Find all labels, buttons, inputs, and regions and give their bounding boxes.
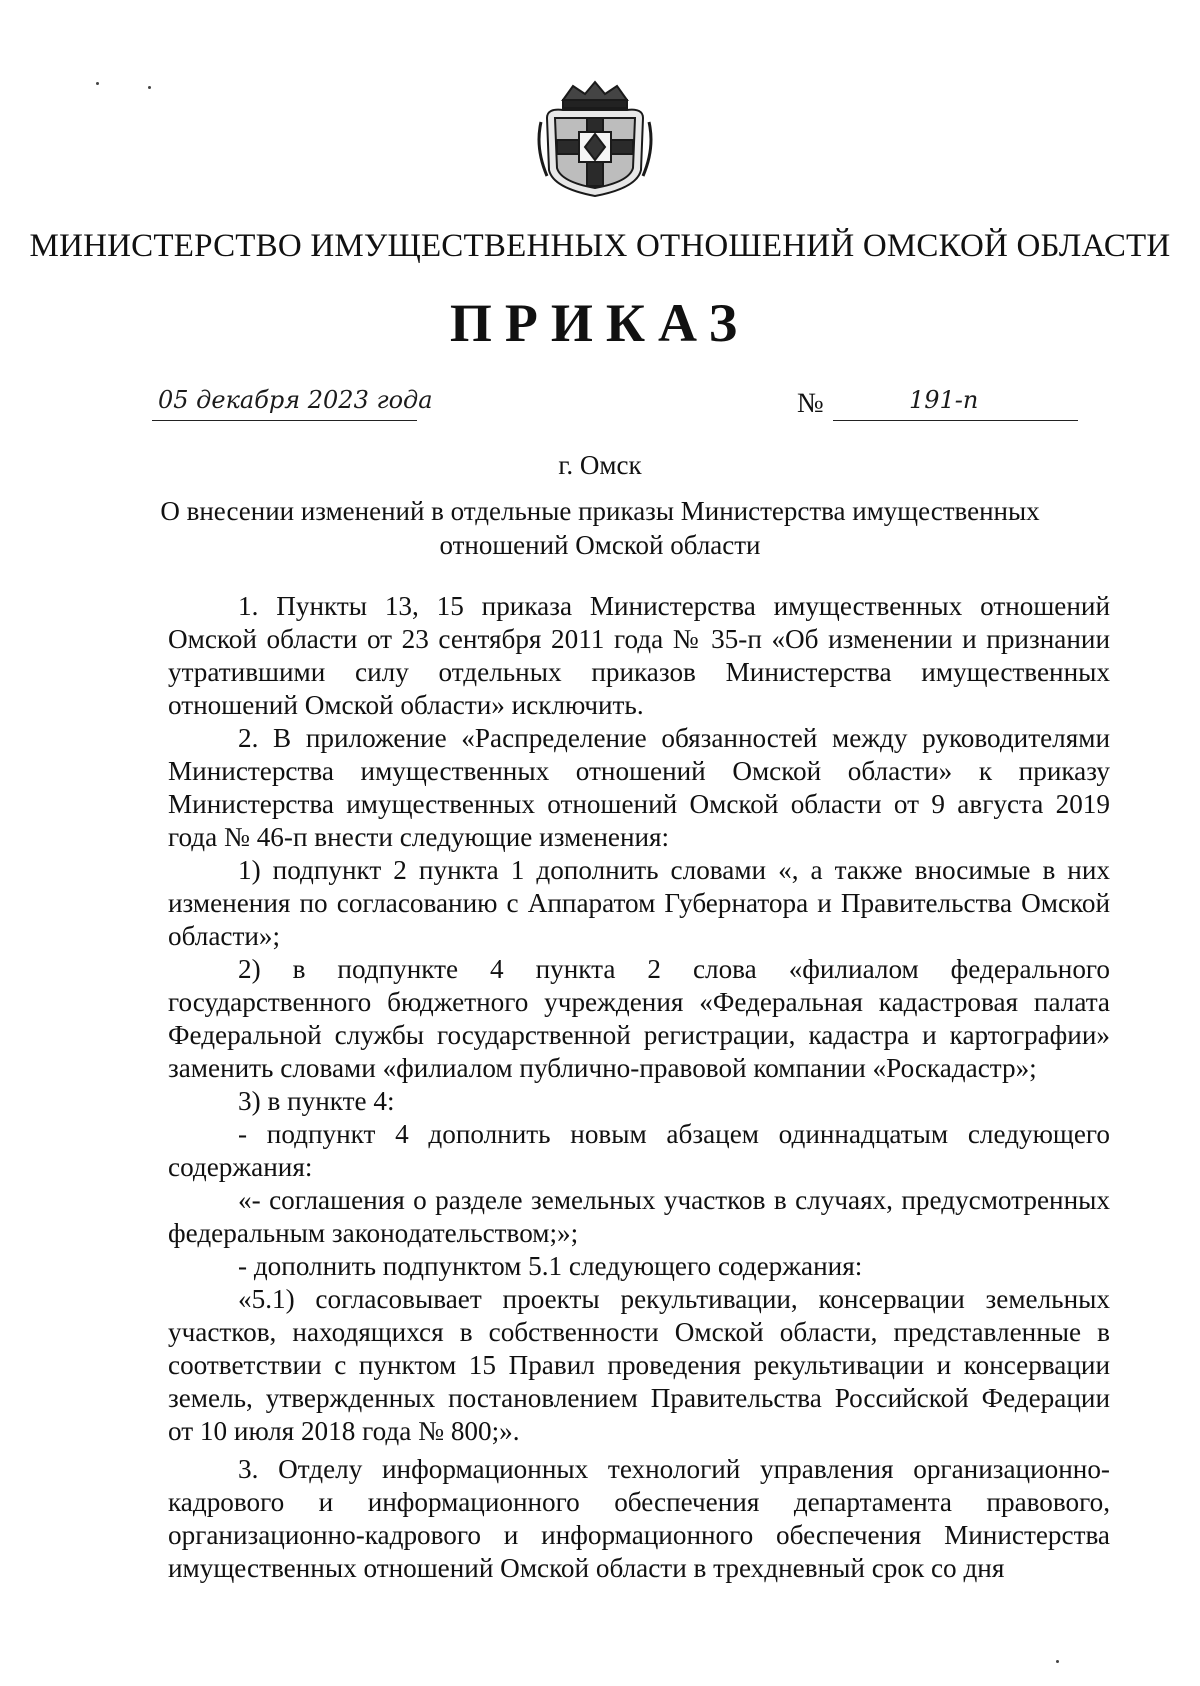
scan-speck [148, 86, 151, 89]
paragraph: 1) подпункт 2 пункта 1 дополнить словами «, а также вносимые в них изменения по согласованию с Аппаратом Губернатора и Правительства Омской области»; [168, 855, 1110, 951]
paragraph: 3) в пункте 4: [238, 1086, 395, 1116]
order-body [168, 590, 1110, 1585]
number-label: № [797, 388, 824, 419]
date-field [152, 386, 433, 421]
paragraph: 2. В приложение «Распределение обязанностей между руководителями Министерства имущественных отношений Омской области» к приказу Министерства имущественных отношений Омской области от 9 августа 2019 года № 46-п внести следующие изменения: [168, 723, 1110, 852]
paragraph: 3. Отделу информационных технологий управления организационно-кадрового и информационного обеспечения департамента правового, организационно-кадрового и информационного обеспечения Министерства имущественных отношений Омской области в трехдневный срок со дня [168, 1454, 1110, 1583]
document-type-title: ПРИКАЗ [449, 293, 751, 353]
handwritten-number: 191-п [909, 386, 979, 414]
number-field [833, 386, 1078, 421]
scan-speck [96, 82, 99, 85]
paragraph: 2) в подпункте 4 пункта 2 слова «филиалом федерального государственного бюджетного учреждения «Федеральная кадастровая палата Федеральной службы государственной регистрации, кадастра и картографии» заменить словами «филиалом публично-правовой компании «Роскадастр»; [168, 954, 1110, 1083]
order-subject [150, 494, 1050, 562]
paragraph: - дополнить подпунктом 5.1 следующего содержания: [238, 1251, 863, 1281]
subject-line: отношений Омской области [439, 530, 761, 560]
paragraph: «- соглашения о разделе земельных участков в случаях, предусмотренных федеральным законодательством;»; [168, 1185, 1110, 1248]
subject-line: О внесении изменений в отдельные приказы Министерства имущественных [160, 496, 1040, 526]
city-label: г. Омск [558, 450, 642, 480]
paragraph: «5.1) согласовывает проекты рекультивации, консервации земельных участков, находящихся в собственности Омской области, представленные в соответствии с пунктом 15 Правил проведения рекультивации и консервации земель, утвержденных постановлением Правительства Российской Федерации от 10 июля 2018 года № 800;». [168, 1284, 1110, 1446]
handwritten-date: 05 декабря 2023 года [158, 386, 433, 414]
paragraph: - подпункт 4 дополнить новым абзацем одиннадцатым следующего содержания: [168, 1119, 1110, 1182]
paragraph: 1. Пункты 13, 15 приказа Министерства имущественных отношений Омской области от 23 сентября 2011 года № 35-п «Об изменении и признании утратившими силу отдельных приказов Министерства имущественных отношений Омской области» исключить. [168, 591, 1110, 720]
coat-of-arms-icon [533, 78, 657, 200]
scan-speck [1056, 1660, 1059, 1663]
ministry-name: МИНИСТЕРСТВО ИМУЩЕСТВЕННЫХ ОТНОШЕНИЙ ОМСКОЙ ОБЛАСТИ [29, 228, 1171, 264]
